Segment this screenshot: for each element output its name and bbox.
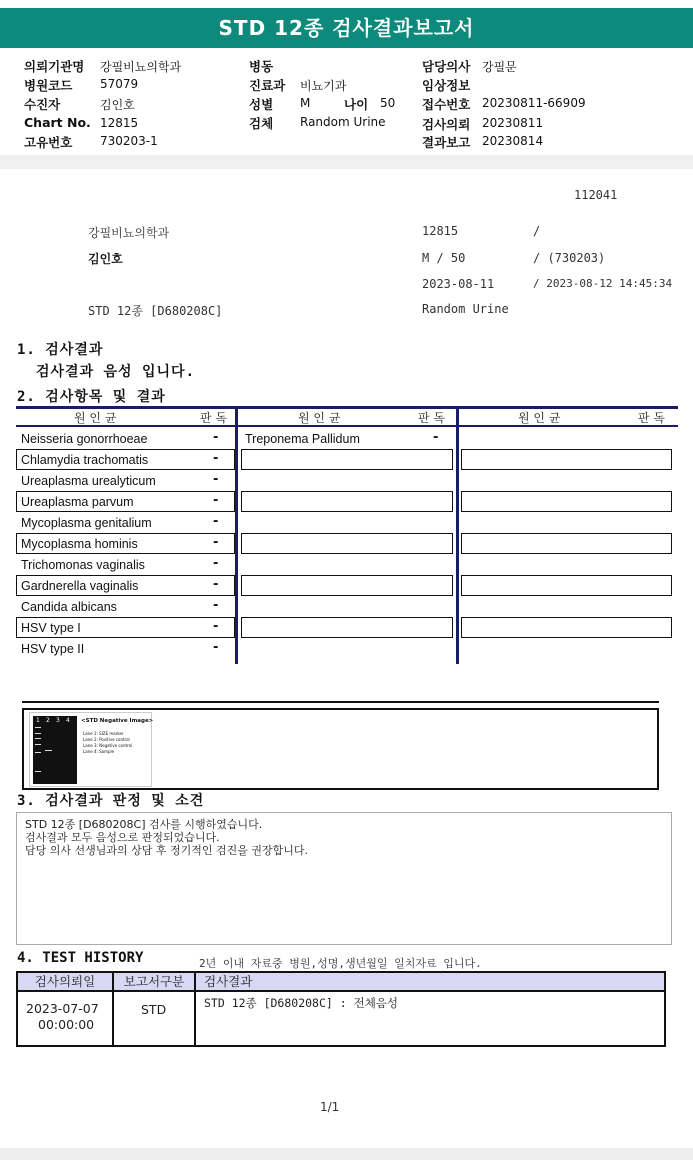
opinion-line: 검사결과 모두 음성으로 판정되었습니다. xyxy=(25,831,220,844)
gel-legend: Lane 1: SIZE marker xyxy=(83,731,124,736)
pathogen-result: - xyxy=(213,451,219,466)
pathogen-result: - xyxy=(213,493,219,508)
sex-label: 성별 xyxy=(249,97,274,112)
sub-request-date: 2023-08-11 xyxy=(422,277,495,291)
gel-image xyxy=(29,712,152,787)
history-table xyxy=(16,971,666,1047)
header-divider xyxy=(0,155,693,169)
section1-title: 1. 검사결과 xyxy=(17,342,104,358)
pathogen-name: Gardnerella vaginalis xyxy=(21,579,139,593)
pathogen-result: - xyxy=(213,619,219,634)
row-box xyxy=(461,617,672,638)
gel-legend: Lane 2: Positive control xyxy=(83,737,130,742)
pathogen-name: Mycoplasma genitalium xyxy=(21,516,152,530)
doctor-value: 강필문 xyxy=(482,60,517,74)
pathogen-name: Candida albicans xyxy=(21,600,117,614)
section2-title: 2. 검사항목 및 결과 xyxy=(17,389,166,405)
marker-band xyxy=(35,733,41,734)
marker-band xyxy=(35,727,41,728)
row-box xyxy=(461,449,672,470)
pathogen-name: Ureaplasma parvum xyxy=(21,495,134,509)
pathogen-name: Treponema Pallidum xyxy=(245,432,360,446)
specimen-label: 검체 xyxy=(249,116,274,131)
row-box xyxy=(461,491,672,512)
row-box xyxy=(241,575,453,596)
row-box xyxy=(241,449,453,470)
sex-value: M xyxy=(300,96,311,110)
receipt-value: 20230811-66909 xyxy=(482,96,586,110)
hospital-value: 강필비뇨의학과 xyxy=(100,60,182,74)
pathogen-result: - xyxy=(213,472,219,487)
pathogen-result: - xyxy=(213,535,219,550)
history-header-type: 보고서구분 xyxy=(114,973,194,992)
id-value: 730203-1 xyxy=(100,134,158,148)
image-top-rule xyxy=(22,701,659,703)
history-type: STD xyxy=(141,1002,167,1017)
pathogen-result: - xyxy=(213,640,219,655)
code-value: 57079 xyxy=(100,77,139,91)
chart-value: 12815 xyxy=(100,116,139,130)
pathogen-name: Chlamydia trachomatis xyxy=(21,453,149,467)
sub-birth: / (730203) xyxy=(533,251,606,265)
opinion-box xyxy=(16,812,672,945)
sub-hospital: 강필비뇨의학과 xyxy=(88,226,170,240)
col3-pathogen-header: 원 인 균 xyxy=(518,411,561,425)
dept-label: 진료과 xyxy=(249,78,286,93)
sub-chart: 12815 xyxy=(422,224,459,238)
report-value: 20230814 xyxy=(482,134,544,148)
row-box xyxy=(241,617,453,638)
sub-patient: 김인호 xyxy=(88,252,123,266)
opinion-line: 담당 의사 선생님과의 상담 후 정기적인 검진을 권장합니다. xyxy=(25,844,308,857)
marker-band xyxy=(35,752,41,753)
clinical-label: 임상정보 xyxy=(422,78,471,93)
control-band xyxy=(45,750,52,751)
pathogen-name: Mycoplasma hominis xyxy=(21,537,138,551)
pathogen-result: - xyxy=(213,556,219,571)
patient-value: 김인호 xyxy=(100,98,135,112)
row-box xyxy=(241,491,453,512)
history-col-divider xyxy=(194,973,196,1045)
col2-pathogen-header: 원 인 균 xyxy=(298,411,341,425)
history-col-divider xyxy=(112,973,114,1045)
history-result: STD 12종 [D680208C] : 전체음성 xyxy=(204,996,399,1010)
col1-pathogen-header: 원 인 균 xyxy=(74,411,117,425)
chart-label: Chart No. xyxy=(24,115,91,130)
hospital-label: 의뢰기관명 xyxy=(24,59,85,74)
history-note: 2년 이내 자료중 병원,성명,생년월일 일치자료 입니다. xyxy=(199,957,482,970)
report-number: 112041 xyxy=(574,188,618,202)
pathogen-result: - xyxy=(213,514,219,529)
pathogen-result: - xyxy=(433,430,439,445)
lane-number: 1 xyxy=(36,717,40,724)
gel-lanes xyxy=(33,716,77,784)
pathogen-name: Trichomonas vaginalis xyxy=(21,558,145,572)
opinion-line: STD 12종 [D680208C] 검사를 시행하였습니다. xyxy=(25,818,263,831)
pathogen-name: HSV type I xyxy=(21,621,81,635)
marker-band xyxy=(35,744,41,745)
sub-report-datetime: / 2023-08-12 14:45:34 xyxy=(533,277,673,290)
section1-text: 검사결과 음성 입니다. xyxy=(36,364,196,380)
results-col-divider-2 xyxy=(456,406,459,664)
marker-band xyxy=(35,771,41,772)
pathogen-name: HSV type II xyxy=(21,642,85,656)
age-label: 나이 xyxy=(344,97,369,112)
sub-specimen: Random Urine xyxy=(422,302,509,316)
marker-band xyxy=(35,738,41,739)
gel-legend: Lane 4: Sample xyxy=(83,749,115,754)
dept-value: 비뇨기과 xyxy=(300,79,347,93)
pathogen-result: - xyxy=(213,577,219,592)
page-number: 1/1 xyxy=(320,1100,340,1114)
sub-slash: / xyxy=(533,224,541,238)
request-value: 20230811 xyxy=(482,116,544,130)
pathogen-name: Ureaplasma urealyticum xyxy=(21,474,156,488)
row-box xyxy=(461,533,672,554)
page-bottom-band xyxy=(0,1148,693,1160)
doctor-label: 담당의사 xyxy=(422,59,471,74)
gel-image-frame xyxy=(22,708,659,790)
request-label: 검사의뢰 xyxy=(422,117,471,132)
sub-sex-age: M / 50 xyxy=(422,251,466,265)
pathogen-result: - xyxy=(213,598,219,613)
col2-result-header: 판 독 xyxy=(418,411,445,425)
results-col-divider-1 xyxy=(235,406,238,664)
gel-legend: Lane 3: Negative control xyxy=(83,743,133,748)
history-time: 00:00:00 xyxy=(38,1017,95,1032)
history-header-result: 검사결과 xyxy=(196,973,664,992)
col3-result-header: 판 독 xyxy=(638,411,665,425)
receipt-label: 접수번호 xyxy=(422,97,471,112)
code-label: 병원코드 xyxy=(24,78,73,93)
row-box xyxy=(241,533,453,554)
col1-result-header: 판 독 xyxy=(200,411,227,425)
report-label: 결과보고 xyxy=(422,135,471,150)
gel-heading: <STD Negative Image> xyxy=(81,718,154,724)
pathogen-result: - xyxy=(213,430,219,445)
row-box xyxy=(461,575,672,596)
history-header-date: 검사의뢰일 xyxy=(18,973,112,992)
sub-test-name: STD 12종 [D680208C] xyxy=(88,304,223,318)
report-title: STD 12종 검사결과보고서 xyxy=(0,8,693,48)
specimen-value: Random Urine xyxy=(300,115,386,129)
pathogen-name: Neisseria gonorrhoeae xyxy=(21,432,148,446)
ward-label: 병동 xyxy=(249,59,274,74)
age-value: 50 xyxy=(380,96,396,110)
lane-number: 2 xyxy=(46,717,50,724)
section3-title: 3. 검사결과 판정 및 소견 xyxy=(17,793,205,809)
section4-title: 4. TEST HISTORY xyxy=(17,950,144,966)
id-label: 고유번호 xyxy=(24,135,73,150)
lane-number: 3 xyxy=(56,717,60,724)
lane-number: 4 xyxy=(66,717,70,724)
patient-label: 수진자 xyxy=(24,97,61,112)
history-date: 2023-07-07 xyxy=(26,1001,99,1016)
